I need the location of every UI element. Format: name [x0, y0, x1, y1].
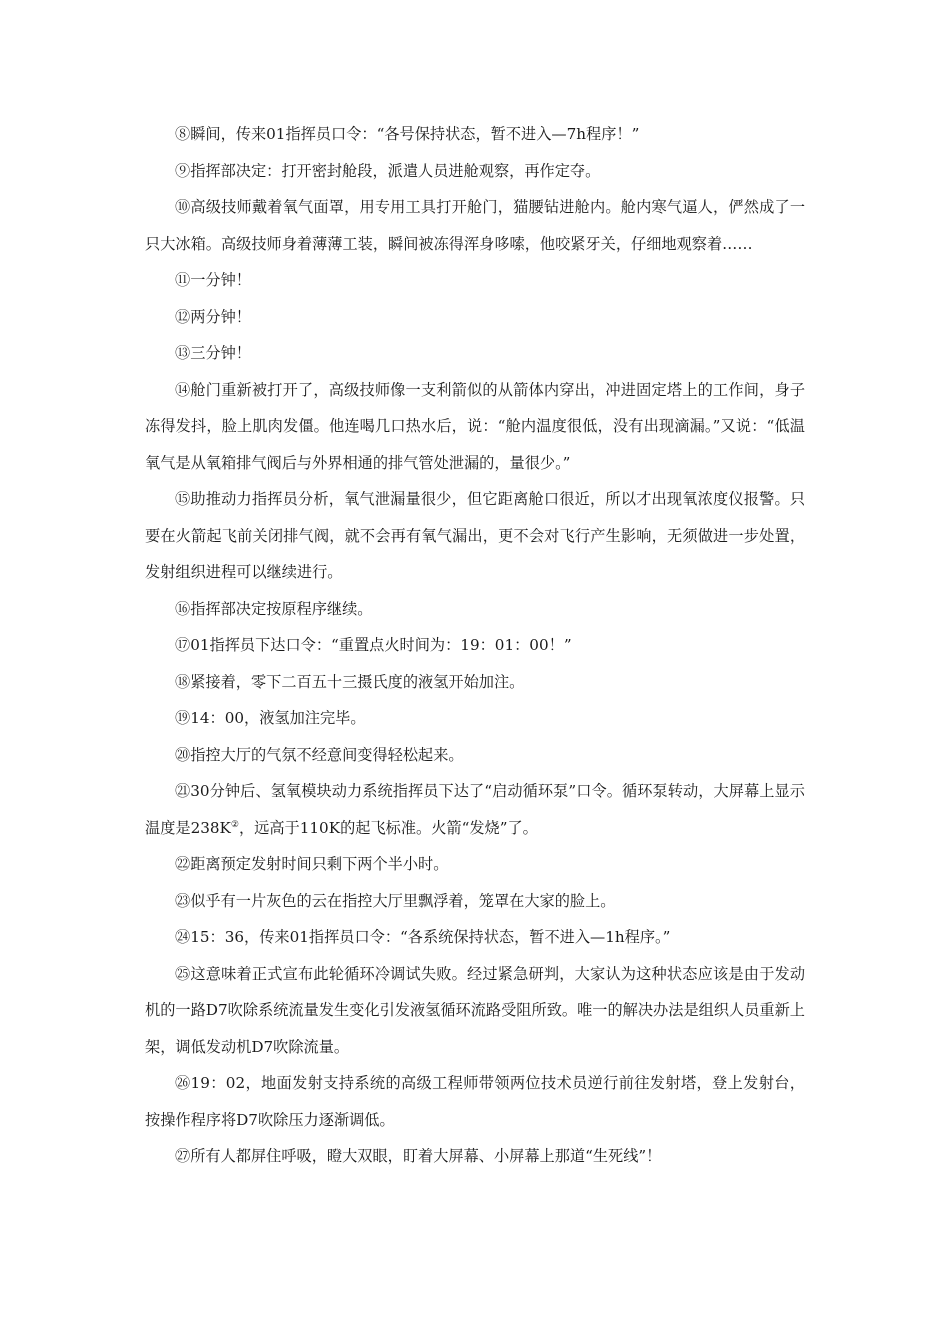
paragraph-27: ㉗所有人都屏住呼吸，瞪大双眼，盯着大屏幕、小屏幕上那道“生死线”！ — [175, 1147, 662, 1165]
paragraph-21 — [145, 773, 805, 846]
paragraph-13: ⑬三分钟！ — [175, 344, 251, 362]
paragraph-21-text-after: ，远高于110K的起飞标准。火箭“发烧”了。 — [238, 818, 538, 837]
paragraph-10: ⑩高级技师戴着氧气面罩，用专用工具打开舱门，猫腰钻进舱内。舱内寒气逼人，俨然成了一只大冰箱。高级技师身着薄薄工装，瞬间被冻得浑身哆嗦，他咬紧牙关，仔细地观察着…… — [145, 198, 805, 253]
paragraph-20: ⑳指控大厅的气氛不经意间变得轻松起来。 — [175, 745, 464, 764]
paragraph-14: ⑭舱门重新被打开了，高级技师像一支利箭似的从箭体内穿出，冲进固定塔上的工作间，身子冻得发抖，脸上肌肉发僵。他连喝几口热水后，说：“舱内温度很低，没有出现滴漏。”又说：“低温氧气是从氧箱排气阀后与外界相通的排气管处泄漏的，量很少。” — [145, 380, 805, 472]
paragraph-19: ⑲14：00，液氢加注完毕。 — [175, 709, 366, 727]
paragraph-26: ㉖19：02，地面发射支持系统的高级工程师带领两位技术员逆行前往发射塔，登上发射台，按操作程序将D7吹除压力逐渐调低。 — [145, 1074, 805, 1129]
paragraph-22: ㉒距离预定发射时间只剩下两个半小时。 — [175, 855, 449, 873]
paragraph-23: ㉓似乎有一片灰色的云在指控大厅里飘浮着，笼罩在大家的脸上。 — [175, 891, 616, 910]
paragraph-11: ⑪一分钟！ — [175, 271, 251, 289]
document-body — [145, 116, 805, 1175]
paragraph-16: ⑯指挥部决定按原程序继续。 — [175, 599, 373, 618]
paragraph-18: ⑱紧接着，零下二百五十三摄氏度的液氢开始加注。 — [175, 672, 525, 691]
footnote-marker: ② — [230, 819, 239, 830]
paragraph-15: ⑮助推动力指挥员分析，氧气泄漏量很少，但它距离舱口很近，所以才出现氧浓度仪报警。只要在火箭起飞前关闭排气阀，就不会再有氧气漏出，更不会对飞行产生影响，无须做进一步处置，发射组织进程可以继续进行。 — [145, 490, 805, 581]
paragraph-25: ㉕这意味着正式宣布此轮循环冷调试失败。经过紧急研判，大家认为这种状态应该是由于发动机的一路D7吹除系统流量发生变化引发液氢循环流路受阻所致。唯一的解决办法是组织人员重新上架，调低发动机D7吹除流量。 — [145, 964, 805, 1056]
paragraph-17: ⑰01指挥员下达口令：“重置点火时间为：19：01：00！” — [175, 636, 572, 654]
paragraph-24: ㉔15：36，传来01指挥员口令：“各系统保持状态，暂不进入—1h程序。” — [175, 928, 671, 946]
paragraph-21-text-before: ㉑30分钟后、氢氧模块动力系统指挥员下达了“启动循环泵”口令。循环泵转动，大屏幕上显示温度是238K — [145, 782, 805, 837]
paragraph-12: ⑫两分钟！ — [175, 307, 251, 326]
paragraph-8: ⑧瞬间，传来01指挥员口令：“各号保持状态，暂不进入—7h程序！” — [175, 125, 640, 143]
paragraph-9: ⑨指挥部决定：打开密封舱段，派遣人员进舱观察，再作定夺。 — [175, 161, 601, 180]
